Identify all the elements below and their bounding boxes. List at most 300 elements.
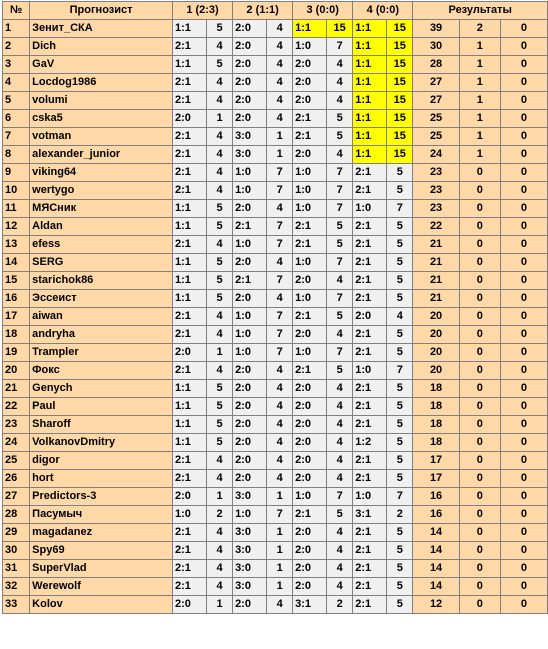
table-row (3, 344, 548, 362)
header-number: № (3, 2, 30, 20)
table-row (3, 326, 548, 344)
match-4-points: 7 (387, 488, 413, 506)
match-1-points: 4 (207, 38, 233, 56)
row-number: 33 (3, 596, 30, 614)
match-4-prediction: 2:1 (353, 164, 387, 182)
predictor-name: Spy69 (30, 542, 173, 560)
total-points: 39 (413, 20, 459, 38)
predictor-name: andryha (30, 326, 173, 344)
match-1-points: 4 (207, 182, 233, 200)
match-3-prediction: 3:1 (293, 596, 327, 614)
extra-count: 0 (500, 290, 547, 308)
table-row (3, 362, 548, 380)
match-4-points: 5 (387, 254, 413, 272)
match-3-points: 4 (327, 542, 353, 560)
match-3-prediction: 1:0 (293, 488, 327, 506)
match-2-prediction: 2:0 (233, 56, 267, 74)
match-3-points: 5 (327, 362, 353, 380)
match-1-points: 4 (207, 362, 233, 380)
row-number: 6 (3, 110, 30, 128)
match-2-prediction: 2:0 (233, 20, 267, 38)
match-4-points: 5 (387, 218, 413, 236)
match-3-points: 7 (327, 38, 353, 56)
match-3-prediction: 2:0 (293, 452, 327, 470)
match-3-prediction: 2:0 (293, 326, 327, 344)
match-4-prediction: 1:1 (353, 110, 387, 128)
predictor-name: GaV (30, 56, 173, 74)
match-4-points: 7 (387, 362, 413, 380)
match-4-points: 7 (387, 200, 413, 218)
match-2-prediction: 1:0 (233, 164, 267, 182)
row-number: 32 (3, 578, 30, 596)
match-2-points: 4 (267, 56, 293, 74)
row-number: 20 (3, 362, 30, 380)
match-4-points: 5 (387, 524, 413, 542)
match-2-points: 1 (267, 560, 293, 578)
exact-guesses: 0 (459, 524, 500, 542)
match-3-prediction: 2:0 (293, 56, 327, 74)
match-4-prediction: 2:1 (353, 470, 387, 488)
match-1-points: 5 (207, 434, 233, 452)
predictor-name: efess (30, 236, 173, 254)
match-3-points: 5 (327, 308, 353, 326)
match-3-prediction: 2:1 (293, 308, 327, 326)
match-2-points: 4 (267, 38, 293, 56)
table-row (3, 542, 548, 560)
match-2-points: 1 (267, 146, 293, 164)
match-2-points: 4 (267, 290, 293, 308)
header-results: Результаты (413, 2, 548, 20)
match-1-prediction: 2:1 (172, 362, 206, 380)
match-1-points: 5 (207, 380, 233, 398)
table-row (3, 452, 548, 470)
header-match-3: 3 (0:0) (293, 2, 353, 20)
match-1-prediction: 2:1 (172, 524, 206, 542)
match-2-prediction: 3:0 (233, 524, 267, 542)
total-points: 17 (413, 452, 459, 470)
match-4-points: 5 (387, 290, 413, 308)
match-4-prediction: 1:0 (353, 362, 387, 380)
match-3-prediction: 1:1 (293, 20, 327, 38)
table-row (3, 182, 548, 200)
match-2-points: 7 (267, 272, 293, 290)
table-row (3, 524, 548, 542)
match-3-prediction: 2:0 (293, 560, 327, 578)
extra-count: 0 (500, 362, 547, 380)
exact-guesses: 0 (459, 398, 500, 416)
predictor-name: volumi (30, 92, 173, 110)
extra-count: 0 (500, 506, 547, 524)
row-number: 14 (3, 254, 30, 272)
predictions-table (2, 1, 548, 614)
match-4-points: 5 (387, 272, 413, 290)
predictor-name: Paul (30, 398, 173, 416)
match-4-prediction: 1:1 (353, 20, 387, 38)
match-2-points: 4 (267, 452, 293, 470)
match-4-prediction: 1:2 (353, 434, 387, 452)
total-points: 16 (413, 488, 459, 506)
match-1-prediction: 1:1 (172, 272, 206, 290)
match-2-points: 7 (267, 218, 293, 236)
match-2-points: 4 (267, 362, 293, 380)
extra-count: 0 (500, 164, 547, 182)
match-4-points: 15 (387, 92, 413, 110)
total-points: 14 (413, 524, 459, 542)
table-row (3, 470, 548, 488)
predictor-name: Aldan (30, 218, 173, 236)
row-number: 28 (3, 506, 30, 524)
predictor-name: Эссеист (30, 290, 173, 308)
exact-guesses: 0 (459, 362, 500, 380)
total-points: 23 (413, 200, 459, 218)
total-points: 20 (413, 362, 459, 380)
match-2-prediction: 3:0 (233, 128, 267, 146)
extra-count: 0 (500, 92, 547, 110)
match-1-prediction: 2:1 (172, 308, 206, 326)
match-3-points: 4 (327, 272, 353, 290)
match-3-points: 5 (327, 506, 353, 524)
match-4-prediction: 1:1 (353, 74, 387, 92)
match-2-points: 4 (267, 434, 293, 452)
match-2-prediction: 3:0 (233, 560, 267, 578)
exact-guesses: 2 (459, 20, 500, 38)
match-3-points: 7 (327, 254, 353, 272)
exact-guesses: 0 (459, 416, 500, 434)
match-3-points: 4 (327, 146, 353, 164)
extra-count: 0 (500, 398, 547, 416)
match-4-prediction: 2:1 (353, 380, 387, 398)
match-3-prediction: 2:0 (293, 92, 327, 110)
extra-count: 0 (500, 74, 547, 92)
match-2-prediction: 2:0 (233, 290, 267, 308)
match-1-prediction: 2:1 (172, 128, 206, 146)
match-4-prediction: 2:1 (353, 596, 387, 614)
match-3-prediction: 2:1 (293, 218, 327, 236)
match-4-points: 5 (387, 452, 413, 470)
predictor-name: SERG (30, 254, 173, 272)
row-number: 7 (3, 128, 30, 146)
match-3-prediction: 2:0 (293, 74, 327, 92)
exact-guesses: 0 (459, 560, 500, 578)
row-number: 30 (3, 542, 30, 560)
match-1-points: 1 (207, 110, 233, 128)
match-1-points: 5 (207, 218, 233, 236)
match-1-points: 5 (207, 416, 233, 434)
match-1-points: 4 (207, 542, 233, 560)
row-number: 26 (3, 470, 30, 488)
extra-count: 0 (500, 434, 547, 452)
predictor-name: Kolov (30, 596, 173, 614)
match-4-points: 5 (387, 164, 413, 182)
match-3-prediction: 1:0 (293, 254, 327, 272)
match-3-points: 7 (327, 200, 353, 218)
match-1-points: 1 (207, 344, 233, 362)
total-points: 30 (413, 38, 459, 56)
total-points: 21 (413, 254, 459, 272)
extra-count: 0 (500, 218, 547, 236)
total-points: 27 (413, 92, 459, 110)
exact-guesses: 1 (459, 110, 500, 128)
table-row (3, 488, 548, 506)
match-3-points: 4 (327, 380, 353, 398)
match-2-prediction: 3:0 (233, 488, 267, 506)
predictor-name: VolkanovDmitry (30, 434, 173, 452)
match-1-points: 4 (207, 164, 233, 182)
match-1-prediction: 2:0 (172, 488, 206, 506)
match-4-prediction: 3:1 (353, 506, 387, 524)
match-4-points: 5 (387, 398, 413, 416)
predictor-name: Пасумыч (30, 506, 173, 524)
match-3-prediction: 2:0 (293, 416, 327, 434)
exact-guesses: 1 (459, 128, 500, 146)
match-3-prediction: 2:0 (293, 146, 327, 164)
match-2-prediction: 1:0 (233, 236, 267, 254)
match-3-prediction: 1:0 (293, 344, 327, 362)
extra-count: 0 (500, 326, 547, 344)
row-number: 21 (3, 380, 30, 398)
match-1-prediction: 2:1 (172, 452, 206, 470)
match-2-points: 7 (267, 182, 293, 200)
extra-count: 0 (500, 560, 547, 578)
match-3-points: 4 (327, 398, 353, 416)
match-4-points: 15 (387, 128, 413, 146)
match-1-prediction: 1:1 (172, 200, 206, 218)
match-3-points: 7 (327, 290, 353, 308)
predictor-name: wertygo (30, 182, 173, 200)
match-1-prediction: 1:1 (172, 290, 206, 308)
predictor-name: alexander_junior (30, 146, 173, 164)
match-1-points: 5 (207, 200, 233, 218)
match-4-points: 5 (387, 236, 413, 254)
table-row (3, 272, 548, 290)
extra-count: 0 (500, 380, 547, 398)
extra-count: 0 (500, 128, 547, 146)
table-row (3, 164, 548, 182)
match-1-prediction: 1:1 (172, 398, 206, 416)
exact-guesses: 1 (459, 38, 500, 56)
match-4-prediction: 2:1 (353, 524, 387, 542)
match-1-points: 4 (207, 146, 233, 164)
match-3-prediction: 2:0 (293, 542, 327, 560)
match-1-prediction: 2:1 (172, 92, 206, 110)
match-4-prediction: 1:1 (353, 56, 387, 74)
match-3-points: 5 (327, 128, 353, 146)
extra-count: 0 (500, 38, 547, 56)
match-1-points: 5 (207, 56, 233, 74)
match-3-points: 4 (327, 326, 353, 344)
match-3-prediction: 2:1 (293, 362, 327, 380)
match-3-prediction: 1:0 (293, 200, 327, 218)
exact-guesses: 0 (459, 308, 500, 326)
match-1-points: 5 (207, 254, 233, 272)
match-3-points: 4 (327, 56, 353, 74)
extra-count: 0 (500, 182, 547, 200)
match-1-prediction: 2:1 (172, 164, 206, 182)
match-1-points: 5 (207, 20, 233, 38)
match-3-points: 4 (327, 578, 353, 596)
match-2-points: 4 (267, 398, 293, 416)
extra-count: 0 (500, 110, 547, 128)
match-4-points: 5 (387, 578, 413, 596)
table-row (3, 56, 548, 74)
match-2-prediction: 2:0 (233, 596, 267, 614)
predictor-name: Фокс (30, 362, 173, 380)
match-1-prediction: 2:1 (172, 542, 206, 560)
match-1-points: 4 (207, 560, 233, 578)
match-2-prediction: 2:0 (233, 254, 267, 272)
match-3-points: 4 (327, 470, 353, 488)
extra-count: 0 (500, 470, 547, 488)
row-number: 29 (3, 524, 30, 542)
exact-guesses: 0 (459, 236, 500, 254)
match-3-prediction: 1:0 (293, 182, 327, 200)
exact-guesses: 0 (459, 200, 500, 218)
total-points: 14 (413, 560, 459, 578)
match-2-prediction: 2:1 (233, 218, 267, 236)
match-4-prediction: 2:1 (353, 578, 387, 596)
exact-guesses: 0 (459, 164, 500, 182)
extra-count: 0 (500, 146, 547, 164)
match-4-prediction: 2:1 (353, 344, 387, 362)
exact-guesses: 0 (459, 542, 500, 560)
match-2-prediction: 1:0 (233, 344, 267, 362)
exact-guesses: 0 (459, 254, 500, 272)
match-2-points: 4 (267, 110, 293, 128)
table-row (3, 560, 548, 578)
match-3-prediction: 2:1 (293, 128, 327, 146)
table-row (3, 236, 548, 254)
match-4-prediction: 2:1 (353, 416, 387, 434)
match-3-prediction: 2:1 (293, 236, 327, 254)
exact-guesses: 0 (459, 596, 500, 614)
match-3-points: 5 (327, 110, 353, 128)
match-2-prediction: 2:0 (233, 398, 267, 416)
match-1-prediction: 1:1 (172, 434, 206, 452)
match-4-points: 5 (387, 542, 413, 560)
predictor-name: Genych (30, 380, 173, 398)
extra-count: 0 (500, 272, 547, 290)
match-3-points: 7 (327, 164, 353, 182)
exact-guesses: 0 (459, 290, 500, 308)
match-4-prediction: 2:1 (353, 218, 387, 236)
match-3-points: 4 (327, 92, 353, 110)
total-points: 23 (413, 182, 459, 200)
match-4-points: 4 (387, 308, 413, 326)
match-4-prediction: 1:0 (353, 200, 387, 218)
extra-count: 0 (500, 416, 547, 434)
match-1-points: 4 (207, 470, 233, 488)
extra-count: 0 (500, 524, 547, 542)
match-3-prediction: 2:0 (293, 524, 327, 542)
row-number: 22 (3, 398, 30, 416)
row-number: 18 (3, 326, 30, 344)
match-1-points: 4 (207, 524, 233, 542)
exact-guesses: 0 (459, 272, 500, 290)
match-2-prediction: 2:0 (233, 380, 267, 398)
match-2-prediction: 1:0 (233, 506, 267, 524)
match-4-points: 15 (387, 110, 413, 128)
match-4-prediction: 2:1 (353, 542, 387, 560)
match-3-points: 4 (327, 416, 353, 434)
match-1-prediction: 2:1 (172, 38, 206, 56)
match-1-prediction: 1:1 (172, 20, 206, 38)
predictor-name: Locdog1986 (30, 74, 173, 92)
predictor-name: votman (30, 128, 173, 146)
match-3-points: 4 (327, 452, 353, 470)
match-2-points: 7 (267, 506, 293, 524)
match-1-prediction: 1:1 (172, 416, 206, 434)
predictor-name: digor (30, 452, 173, 470)
match-2-points: 7 (267, 164, 293, 182)
total-points: 23 (413, 164, 459, 182)
exact-guesses: 0 (459, 488, 500, 506)
header-match-1: 1 (2:3) (172, 2, 232, 20)
match-2-points: 1 (267, 488, 293, 506)
match-3-prediction: 2:0 (293, 434, 327, 452)
table-header-row (3, 2, 548, 20)
total-points: 21 (413, 272, 459, 290)
match-3-prediction: 1:0 (293, 290, 327, 308)
match-1-prediction: 1:1 (172, 380, 206, 398)
match-4-prediction: 2:1 (353, 398, 387, 416)
match-2-prediction: 2:0 (233, 92, 267, 110)
match-2-points: 7 (267, 236, 293, 254)
match-2-points: 4 (267, 74, 293, 92)
match-3-points: 4 (327, 434, 353, 452)
match-4-prediction: 2:1 (353, 290, 387, 308)
table-row (3, 218, 548, 236)
match-2-points: 7 (267, 326, 293, 344)
match-1-prediction: 2:0 (172, 596, 206, 614)
match-2-points: 1 (267, 542, 293, 560)
total-points: 18 (413, 416, 459, 434)
match-2-points: 4 (267, 380, 293, 398)
table-row (3, 110, 548, 128)
exact-guesses: 0 (459, 344, 500, 362)
total-points: 14 (413, 578, 459, 596)
match-4-points: 5 (387, 416, 413, 434)
extra-count: 0 (500, 452, 547, 470)
exact-guesses: 0 (459, 506, 500, 524)
match-3-points: 7 (327, 182, 353, 200)
total-points: 20 (413, 308, 459, 326)
match-3-prediction: 2:0 (293, 578, 327, 596)
match-1-prediction: 2:0 (172, 110, 206, 128)
predictor-name: aiwan (30, 308, 173, 326)
match-3-points: 7 (327, 488, 353, 506)
table-row (3, 38, 548, 56)
match-3-points: 5 (327, 218, 353, 236)
match-3-points: 4 (327, 560, 353, 578)
match-1-points: 4 (207, 236, 233, 254)
match-1-points: 4 (207, 578, 233, 596)
match-4-points: 5 (387, 380, 413, 398)
match-2-points: 4 (267, 470, 293, 488)
predictor-name: Werewolf (30, 578, 173, 596)
header-match-4: 4 (0:0) (353, 2, 413, 20)
total-points: 12 (413, 596, 459, 614)
table-row (3, 92, 548, 110)
match-4-points: 15 (387, 56, 413, 74)
match-3-points: 2 (327, 596, 353, 614)
exact-guesses: 1 (459, 146, 500, 164)
match-4-prediction: 1:0 (353, 488, 387, 506)
match-1-prediction: 1:0 (172, 506, 206, 524)
row-number: 12 (3, 218, 30, 236)
extra-count: 0 (500, 578, 547, 596)
match-4-points: 5 (387, 560, 413, 578)
row-number: 17 (3, 308, 30, 326)
